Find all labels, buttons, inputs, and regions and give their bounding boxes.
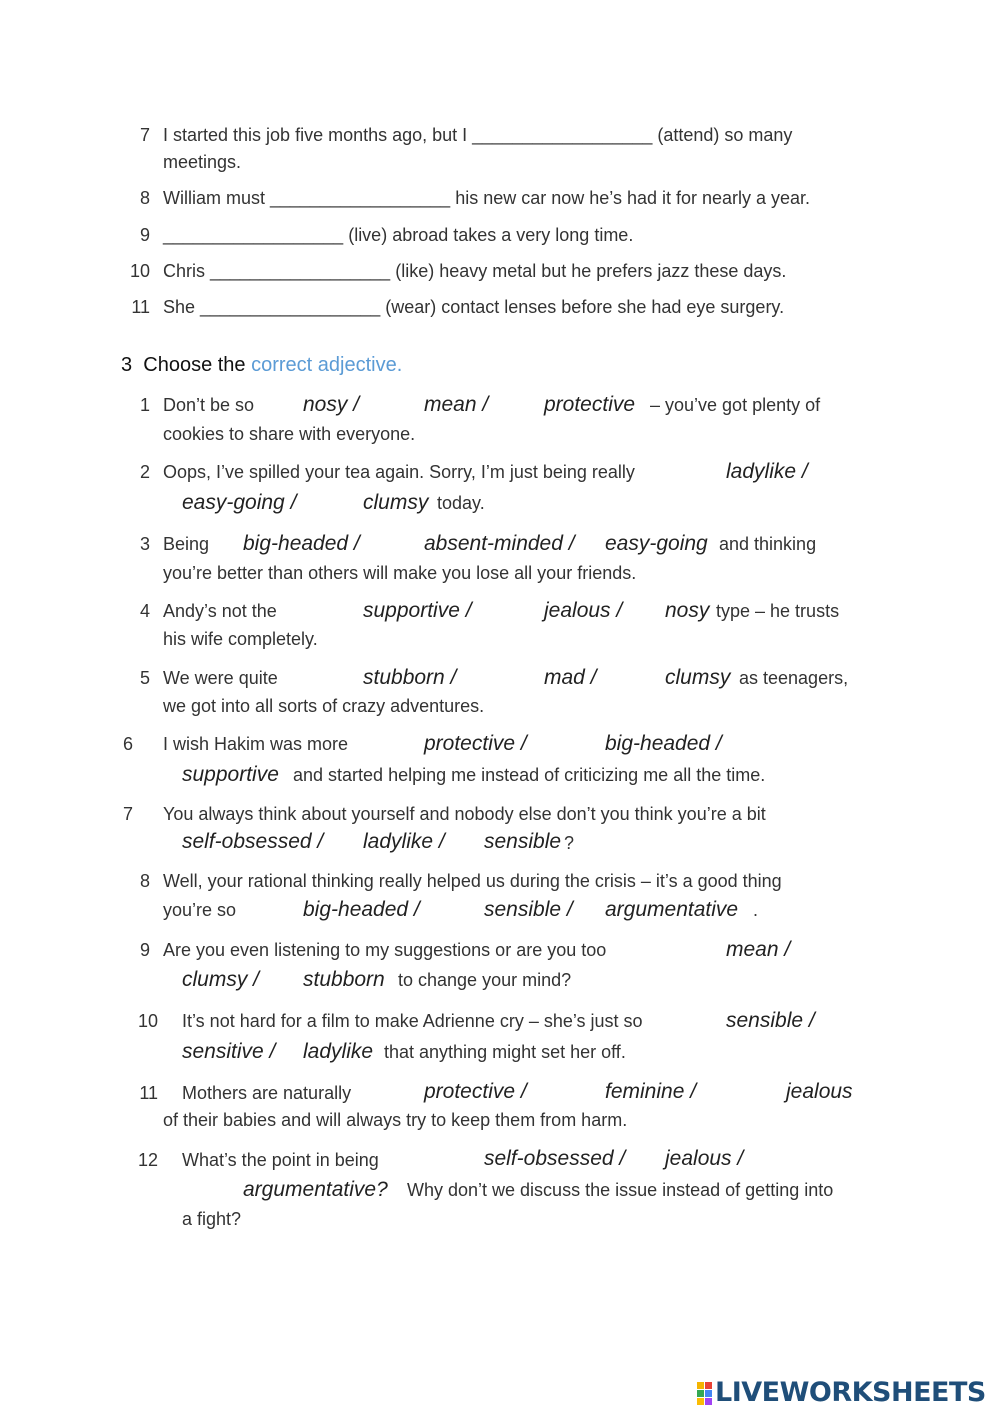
logo-icon (697, 1382, 712, 1405)
item-number: 7 (139, 125, 150, 145)
question-text: Well, your rational thinking really helped us during the crisis – it’s a good thing (163, 871, 782, 891)
question-text: you’re better than others will make you lose all your friends. (163, 563, 637, 583)
option-mean[interactable]: mean / (726, 938, 791, 961)
question-text: to change your mind? (398, 970, 572, 990)
option-mad[interactable]: mad / (544, 666, 597, 689)
option-big-headed[interactable]: big-headed / (605, 732, 722, 755)
option-feminine[interactable]: feminine / (605, 1080, 697, 1103)
question-text: and thinking (719, 534, 817, 554)
question-punctuation: . (753, 900, 759, 920)
option-easy-going[interactable]: easy-going / (182, 491, 297, 514)
sentence-text[interactable]: __________________ (live) abroad takes a very long time. (163, 225, 634, 245)
sentence-text: meetings. (163, 152, 242, 172)
question-text: type – he trusts (716, 601, 840, 621)
option-sensible[interactable]: sensible (484, 830, 562, 853)
question-text: Being (163, 534, 210, 554)
section-instruction-accent: correct adjective. (251, 354, 403, 376)
question-number: 5 (139, 668, 150, 688)
question-text: you’re so (163, 900, 237, 920)
option-stubborn[interactable]: stubborn / (363, 666, 457, 689)
question-number: 4 (139, 601, 150, 621)
option-supportive[interactable]: supportive (182, 763, 279, 786)
section-number: 3 (121, 354, 133, 376)
item-number: 8 (139, 188, 150, 208)
question-text: that anything might set her off. (384, 1042, 626, 1062)
option-jealous[interactable]: jealous (786, 1080, 853, 1103)
option-supportive[interactable]: supportive / (363, 599, 472, 622)
question-text: of their babies and will always try to keep them from harm. (163, 1110, 628, 1130)
item-number: 11 (131, 297, 150, 317)
question-punctuation: ? (564, 833, 575, 853)
question-text: Oops, I’ve spilled your tea again. Sorry, I’m just being really (163, 462, 635, 482)
question-text: You always think about yourself and nobody else don’t you think you’re a bit (163, 804, 766, 824)
logo-text: LIVEWORKSHEETS (715, 1377, 986, 1408)
question-number: 11 (139, 1083, 158, 1103)
option-nosy[interactable]: nosy / (303, 393, 360, 416)
logo-square (697, 1390, 704, 1397)
question-number: 1 (139, 395, 150, 415)
option-protective[interactable]: protective / (424, 732, 527, 755)
option-ladylike[interactable]: ladylike / (363, 830, 445, 853)
question-number: 12 (137, 1150, 158, 1170)
option-sensitive[interactable]: sensitive / (182, 1040, 276, 1063)
sentence-text[interactable]: Chris __________________ (like) heavy metal but he prefers jazz these days. (163, 261, 787, 281)
option-mean[interactable]: mean / (424, 393, 489, 416)
question-number: 2 (139, 462, 150, 482)
sentence-text[interactable]: She __________________ (wear) contact lenses before she had eye surgery. (163, 297, 785, 317)
question-number: 6 (122, 734, 133, 754)
question-text: Mothers are naturally (182, 1083, 352, 1103)
option-nosy[interactable]: nosy (665, 599, 710, 622)
question-text: a fight? (182, 1209, 242, 1229)
question-text: we got into all sorts of crazy adventures. (163, 696, 485, 716)
liveworksheets-logo (697, 1378, 986, 1408)
logo-square (697, 1382, 704, 1389)
question-text: and started helping me instead of criticizing me all the time. (293, 765, 766, 785)
option-argumentative[interactable]: argumentative (605, 898, 739, 921)
option-self-obsessed[interactable]: self-obsessed / (484, 1147, 626, 1170)
item-number: 9 (139, 225, 150, 245)
question-number: 10 (137, 1011, 158, 1031)
option-sensible[interactable]: sensible / (484, 898, 573, 921)
option-easy-going[interactable]: easy-going (605, 532, 708, 555)
option-jealous[interactable]: jealous / (665, 1147, 744, 1170)
question-text: today. (437, 493, 485, 513)
question-text: What’s the point in being (182, 1150, 379, 1170)
logo-square (697, 1398, 704, 1405)
option-sensible[interactable]: sensible / (726, 1009, 815, 1032)
question-number: 8 (139, 871, 150, 891)
question-text: as teenagers, (739, 668, 849, 688)
section-heading (121, 353, 402, 377)
question-text: cookies to share with everyone. (163, 424, 416, 444)
question-number: 9 (139, 940, 150, 960)
question-text: Andy’s not the (163, 601, 277, 621)
logo-square (705, 1390, 712, 1397)
option-stubborn[interactable]: stubborn (303, 968, 385, 991)
question-text: Why don’t we discuss the issue instead of getting into (407, 1180, 834, 1200)
option-big-headed[interactable]: big-headed / (303, 898, 420, 921)
question-text: his wife completely. (163, 629, 318, 649)
question-text: Don’t be so (163, 395, 255, 415)
option-ladylike[interactable]: ladylike (303, 1040, 374, 1063)
option-ladylike[interactable]: ladylike / (726, 460, 808, 483)
section-instruction: Choose the (143, 354, 246, 376)
question-text: Are you even listening to my suggestions or are you too (163, 940, 607, 960)
logo-square (705, 1382, 712, 1389)
option-absent-minded[interactable]: absent-minded / (424, 532, 575, 555)
sentence-text[interactable]: William must __________________ his new car now he’s had it for nearly a year. (163, 188, 811, 208)
option-clumsy[interactable]: clumsy / (182, 968, 260, 991)
option-self-obsessed[interactable]: self-obsessed / (182, 830, 324, 853)
option-jealous[interactable]: jealous / (544, 599, 623, 622)
option-protective[interactable]: protective / (424, 1080, 527, 1103)
question-text: It’s not hard for a film to make Adrienne cry – she’s just so (182, 1011, 643, 1031)
question-number: 3 (139, 534, 150, 554)
question-text: We were quite (163, 668, 278, 688)
question-number: 7 (122, 804, 133, 824)
option-clumsy[interactable]: clumsy (363, 491, 429, 514)
question-text: I wish Hakim was more (163, 734, 349, 754)
option-clumsy[interactable]: clumsy (665, 666, 731, 689)
item-number: 10 (129, 261, 150, 281)
sentence-text[interactable]: I started this job five months ago, but I __________________ (attend) so many (163, 125, 793, 145)
option-protective[interactable]: protective (544, 393, 636, 416)
logo-square (705, 1398, 712, 1405)
option-big-headed[interactable]: big-headed / (243, 532, 360, 555)
option-argumentative[interactable]: argumentative? (243, 1178, 388, 1201)
question-text: – you’ve got plenty of (650, 395, 821, 415)
